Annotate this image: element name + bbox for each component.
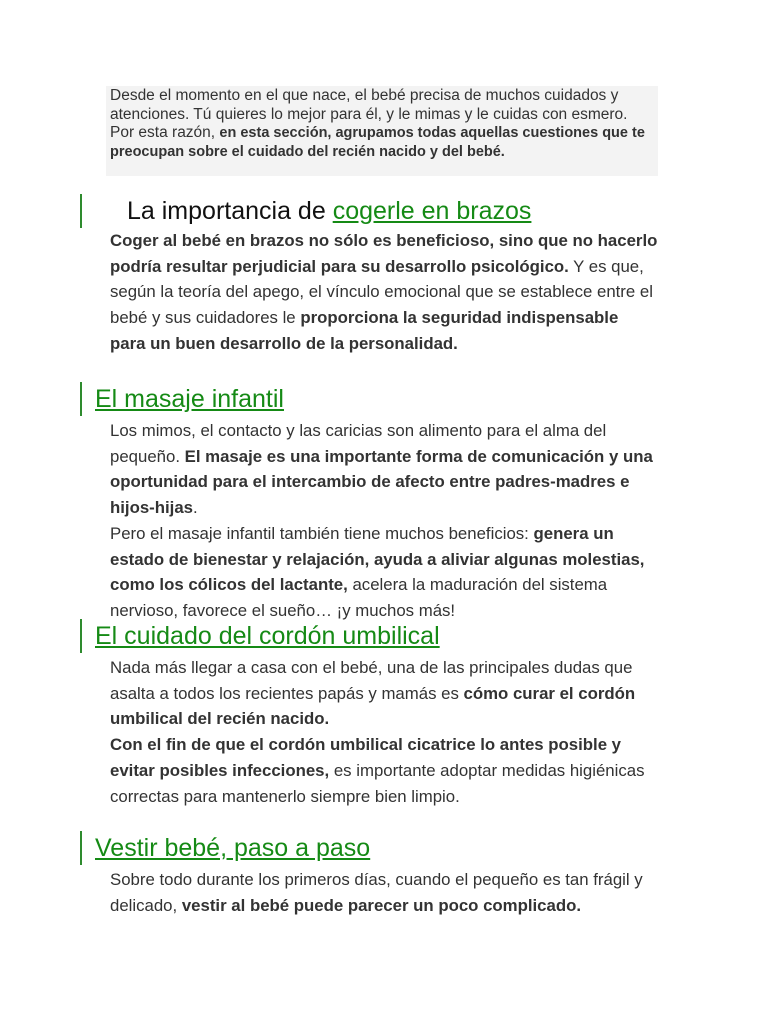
intro-box <box>106 86 658 176</box>
section-vestir-bebe <box>80 831 680 918</box>
section-title-prefix: La importancia de <box>127 197 333 225</box>
bold-text: Con el fin de que el cordón umbilical cicatrice lo antes posible y evitar posibles infecciones, <box>110 735 622 780</box>
section-paragraph <box>110 732 658 809</box>
section-title-link[interactable]: El masaje infantil <box>95 385 284 413</box>
body-text: Sobre todo durante los primeros días, cuando el pequeño es tan frágil y delicado, <box>110 870 643 915</box>
section-masaje-infantil <box>80 382 680 624</box>
section-paragraph <box>110 521 658 624</box>
section-title-link[interactable]: Vestir bebé, paso a paso <box>95 834 371 862</box>
intro-bold-text: en esta sección, agrupamos todas aquellas cuestiones que te preocupan sobre el cuidado del recién nacido y del bebé. <box>110 125 645 160</box>
section-title <box>80 619 680 653</box>
body-text: Y es que, según la teoría del apego, el vínculo emocional que se establece entre el bebé y sus cuidadores le <box>110 256 653 328</box>
section-title-link[interactable]: El cuidado del cordón umbilical <box>95 622 440 650</box>
section-paragraph <box>110 655 658 732</box>
intro-text: Desde el momento en el que nace, el bebé precisa de muchos cuidados y atenciones. Tú quieres lo mejor para él, y le mimas y le cuidas con esmero. Por esta razón, <box>110 87 628 141</box>
body-text: Los mimos, el contacto y las caricias son alimento para el alma del pequeño. <box>110 421 607 466</box>
section-cogerle-en-brazos <box>80 194 680 357</box>
bold-text: proporciona la seguridad indispensable para un buen desarrollo de la personalidad. <box>110 308 619 353</box>
section-body <box>110 228 658 357</box>
body-text: acelera la maduración del sistema nervioso, favorece el sueño… ¡y muchos más! <box>110 575 608 620</box>
bold-text: El masaje es una importante forma de comunicación y una oportunidad para el intercambio de afecto entre padres-madres e hijos-hijas <box>110 446 653 518</box>
section-title <box>80 382 680 416</box>
section-paragraph <box>110 228 658 357</box>
bold-text: cómo curar el cordón umbilical del recién nacido. <box>110 683 636 729</box>
section-paragraph <box>110 418 658 521</box>
section-paragraph <box>110 867 658 918</box>
section-body <box>110 418 658 624</box>
section-title <box>80 194 680 228</box>
bold-text: genera un estado de bienestar y relajación, ayuda a aliviar algunas molestias, como los cólicos del lactante, <box>110 523 645 595</box>
body-text: Nada más llegar a casa con el bebé, una de las principales dudas que asalta a todos los recientes papás y mamás es <box>110 658 633 703</box>
section-body <box>110 655 658 809</box>
body-text: Pero el masaje infantil también tiene muchos beneficios: <box>110 523 534 543</box>
intro-paragraph <box>106 86 658 161</box>
body-text: es importante adoptar medidas higiénicas correctas para mantenerlo siempre bien limpio. <box>110 760 645 806</box>
section-title <box>80 831 680 865</box>
bold-text: vestir al bebé puede parecer un poco complicado. <box>181 895 581 915</box>
bold-text: Coger al bebé en brazos no sólo es beneficioso, sino que no hacerlo podría resultar perjudicial para su desarrollo psicológico. <box>110 231 658 276</box>
body-text: . <box>193 498 198 518</box>
section-cordon-umbilical <box>80 619 680 809</box>
section-body <box>110 867 658 918</box>
section-title-link[interactable]: cogerle en brazos <box>332 197 532 225</box>
